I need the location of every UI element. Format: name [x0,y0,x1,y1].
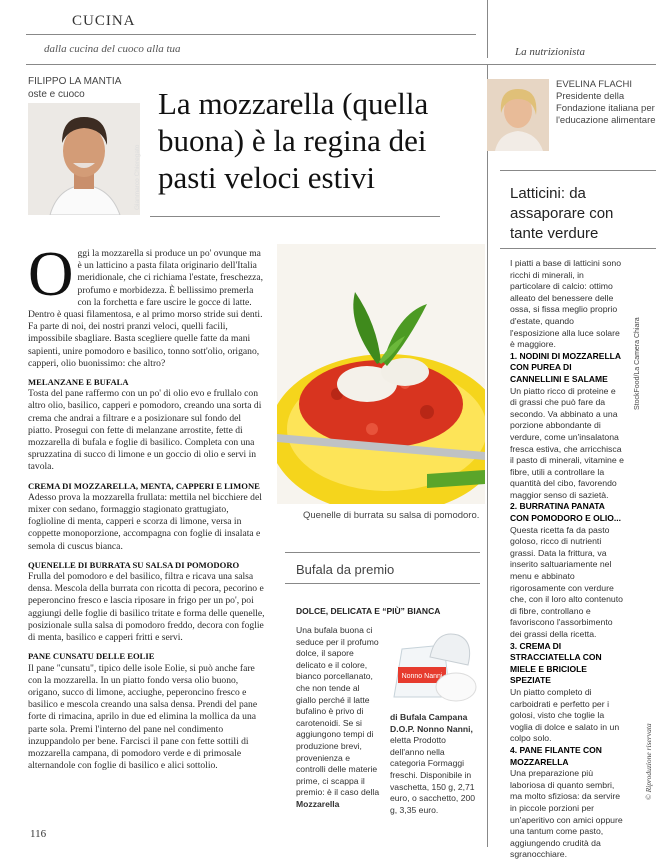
sidebar-title: Latticini: da assaporare con tante verdure [510,185,614,242]
section-title: CUCINA [72,13,136,29]
sidebar-item-2-text: Questa ricetta fa da pasto goloso, ricco di nutrienti grassi. Data la frittura, va inserito saltuariamente nel menu e abbinato rigorosamente con verdure che, con il loro alto contenuto di fibre, controllano e favoriscono l'assorbimento dei grassi della ricetta. [510,524,624,639]
subtitle-rule [26,64,656,65]
column-divider [487,64,488,847]
product-name: di Bufala Campana D.O.P. Nonno Nanni, [390,712,473,734]
headline-rule [150,216,440,217]
bufala-text [296,625,380,811]
product-details: eletta Prodotto dell'anno nella categoria Formaggi freschi. Disponibile in vaschetta, 150 g, 2,71 euro, o sacchetto, 200 g, 3,35 euro. [390,735,476,815]
sidebar-text [510,258,624,861]
section-subtitle: dalla cucina del cuoco alla tua [44,43,181,55]
author-role: oste e cuoco [28,89,85,100]
header-vertical-rule [487,0,488,58]
recipe-1-title: MELANZANE E BUFALA [28,377,129,388]
chef-photo-credit: Gianmarco Chieregato [134,144,141,210]
sidebar-item-4-text: Una preparazione più laboriosa di quanto sembri, ma molto sfiziosa: da servire in piccole porzioni per un'aperitivo con amici oppure una tantum come pasto, aggiungendo crudità da sgranocchiare. [510,768,623,860]
nutritionist-photo [487,79,549,151]
recipe-1-text: Tosta del pane raffermo con un po' di olio evo e frullalo con altro olio, basilico, capperi e pomodoro, creando una sorta di crema che andrai a filtrare e a posizionare sul fondo del piatto. Prosegui con fette di melanzane arrostite, fette di mozzarella di bufala e foglie di basilico. Completa con una spruzzatina di succo di limone e un goccio di olio e servi in tavola. [28,388,262,473]
package-brand: Nonno Nanni [401,673,443,680]
recipe-2-title: CREMA DI MOZZARELLA, MENTA, CAPPERI E LIMONE [28,480,260,491]
nutritionist-kicker: La nutrizionista [515,46,585,58]
sidebar-item-2-head: 2. BURRATINA PANATA CON POMODORO E OLIO... [510,501,621,524]
header-rule [26,34,476,35]
bufala-title-rule [285,583,480,584]
sidebar-item-3-head: 3. CREMA DI STRACCIATELLA CON MIELE E BRICIOLE SPEZIATE [510,640,602,686]
sidebar-item-1-text: Un piatto ricco di proteine e di grassi che può fare da secondo. Va abbinato a una porzione abbondante di verdure, come un'insalatona fresca estiva, che arricchisca il pasto di minerali, vitamine e fibre, utili a controllare la quantità del cibo, favorendo maggior senso di sazietà. [510,385,624,500]
bufala-heading: DOLCE, DELICATA E “PIÙ” BIANCA [296,606,441,616]
product-text [390,712,482,816]
article-lead-paragraph [28,239,265,370]
drop-cap: O [28,239,74,309]
page-number: 116 [30,828,47,840]
sidebar-item-4-head: 4. PANE FILANTE CON MOZZARELLA [510,744,602,767]
product-photo [384,617,482,705]
food-photo-caption: Quenelle di burrata su salsa di pomodoro. [303,510,480,521]
reproduction-notice: © Riproduzione riservata [644,723,653,800]
bufala-body: Una bufala buona ci seduce per il profumo dolce, il sapore delicato e il colore, bianco porcellanato, che non tende al giallo perché il latte bufalino è privo di carotenoidi. Se si aggiungono tempi di produzione brevi, provenienza e controlli delle materie prime, ci scappa il premio: è il caso della [296,625,380,798]
bufala-title: Bufala da premio [296,562,395,577]
sidebar-item-3-text: Un piatto completo di carboidrati e perfetto per i golosi, visto che toglie la voglia di dolce e salato in un colpo solo. [510,686,620,744]
article-lead: ggi la mozzarella si produce un po' ovunque ma è un latticino a pasta filata originario dell'Italia meridionale, che ci richiama l'estate, freschezza, profumo e morbidezza. È bellissimo premerla con la forchetta e fare uscire le gocce di latte. Dentro è quasi filamentosa, e al primo morso stride sui denti. Fa parte di noi, dei nostri pranzi veloci, quelli facili, impossibile sbagliare. Basta scegliere quelle fatte da mani sapienti, unire pomodoro e basilico, tonno sott'olio, origano, capperi, olio buonissimo: che altro? [28,248,264,369]
recipe-4-text: Il pane "cunsatu", tipico delle isole Eolie, si può anche fare con la mozzarella. In un piatto fondo versa olio buono, origano, succo di limone, acciughe, peperoncino fresco e basilico e mescola creando una salsa densa. Prendi del pane forte di rimacina, aprilo in due ed elimina la mollica da una parte sola. Premi l'interno del pane nel condimento inzuppandolo per bene. Farcisci il pane con fette sottili di mozzarella campana, di pomodoro verde e di primosale alternandole con foglie di basilico e alici sottolio. [28,662,258,772]
recipe-3-text: Frulla del pomodoro e del basilico, filtra e ricava una salsa densa. Mescola della burrata con ricotta di pecora, pecorino e peperoncino fresco e lascia riposare in frigo per un po', poi aggiungi delle foglie di basilico tritate e forma delle quenelle, posizionale sulla salsa di pomodoro freddo, decora con foglie di menta, basilico e capperi fritti e servi. [28,571,265,644]
nutritionist-bio [556,79,656,127]
recipe-2-text: Adesso prova la mozzarella frullata: mettila nel bicchiere del mixer con sedano, formaggio stagionato grattugiato, foglioline di menta, capperi e scorza di limone, versa in coppette monoporzione, accompagna con foglie di insalata e semola di cuscus bianca. [28,491,262,552]
sidebar-item-1-head: 1. NODINI DI MOZZARELLA CON PUREA DI CANNELLINI E SALAME [510,350,621,384]
chef-photo [28,103,140,215]
recipe-3-title: QUENELLE DI BURRATA SU SALSA DI POMODORO [28,559,240,570]
sidebar-intro: I piatti a base di latticini sono ricchi di minerali, in particolare di calcio: ottimo alleato del benessere delle ossa, si fissa meglio proprio d'estate, quando l'esposizione alla luce solare è maggiore. [510,258,622,350]
headline: La mozzarella (quella buona) è la regina dei pasti veloci estivi [158,86,429,195]
food-photo [277,244,485,504]
author-block [28,75,121,101]
author-name: FILIPPO LA MANTIA [28,76,122,87]
nutritionist-role: Presidente della Fondazione italiana per l'educazione alimentare [556,91,656,126]
nutritionist-name: EVELINA FLACHI [556,79,633,90]
article-body [28,239,265,778]
sidebar-title-rule [500,248,656,249]
sidebar-top-rule [500,170,656,171]
food-photo-credit: StockFood/La Camera Chiara [634,317,641,410]
recipe-4-title: PANE CUNSATU DELLE EOLIE [28,651,155,662]
bufala-body-bold: Mozzarella [296,798,340,809]
bufala-top-rule [285,552,480,553]
